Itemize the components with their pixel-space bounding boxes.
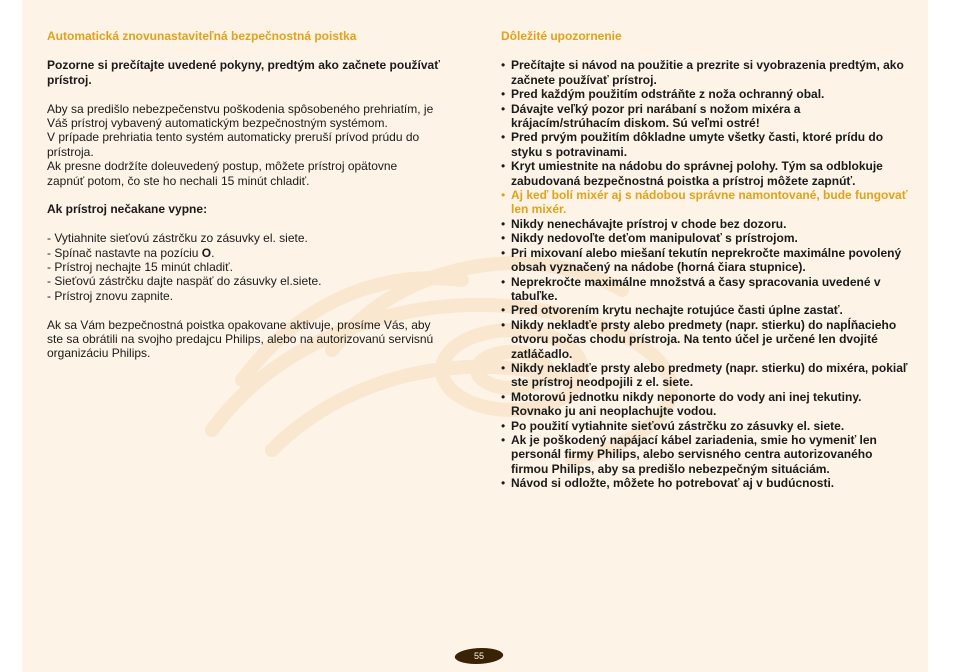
list-item: • Nikdy nedovoľte deťom manipulovať s prístrojom.	[501, 231, 913, 245]
warnings-list	[501, 58, 913, 490]
paragraph-line: prístroja.	[47, 144, 94, 159]
list-item: - Prístroj znovu zapnite.	[47, 289, 467, 303]
list-item: • Kryt umiestnite na nádobu do správnej polohy. Tým sa odblokuje zabudovaná bezpečnostná poistka a prístroj môžete zapnúť.	[501, 159, 913, 188]
paragraph-line: Aby sa predišlo nebezpečenstvu poškodenia spôsobeného prehriatím, je	[47, 101, 434, 116]
intro-paragraph: Pozorne si prečítajte uvedené pokyny, predtým ako začnete používať prístroj.	[47, 58, 440, 87]
left-column	[47, 29, 467, 361]
paragraph-line: organizáciu Philips.	[47, 346, 151, 361]
list-item: • Pri mixovaní alebo miešaní tekutín neprekročte maximálne povolený obsah vyznačený na nádobe (horná čiara stupnice).	[501, 246, 913, 275]
paragraph-line: Ak sa Vám bezpečnostná poistka opakovane aktivuje, prosíme Vás, aby	[47, 317, 431, 332]
list-item: • Nikdy nekladťe prsty alebo predmety (napr. stierku) do mixéra, pokiaľ ste prístroj neodpojili z el. siete.	[501, 361, 913, 390]
subheading-unexpected-shutdown: Ak prístroj nečakane vypne:	[47, 202, 208, 217]
paragraph-line: Ak presne dodržíte doleuvedený postup, môžete prístroj opätovne	[47, 159, 398, 174]
list-item: • Návod si odložte, môžete ho potrebovať aj v budúcnosti.	[501, 476, 913, 490]
paragraph-line: Váš prístroj vybavený automatickým bezpečnostným systémom.	[47, 116, 388, 131]
list-item: • Pred otvorením krytu nechajte rotujúce časti úplne zastať.	[501, 303, 913, 317]
document-page	[22, 0, 928, 672]
list-item: - Sieťovú zástrčku dajte naspäť do zásuvky el.siete.	[47, 274, 467, 288]
right-column	[501, 29, 913, 491]
switch-position-label: O	[201, 245, 212, 260]
list-item: - Spínač nastavte na pozíciu O.	[47, 246, 467, 260]
page-number: 55	[473, 651, 484, 661]
list-item: • Nikdy nekladťe prsty alebo predmety (napr. stierku) do napĺňacieho otvoru počas chodu prístroja. Na tento účel je určené len dvojité zatláčadlo.	[501, 318, 913, 361]
section-heading-important: Dôležité upozornenie	[501, 29, 622, 43]
paragraph-line: ste sa obrátili na svojho predajcu Philips, alebo na autorizovanú servisnú	[47, 332, 434, 347]
paragraph-line: zapnúť potom, čo ste ho nechali 15 minút chladiť.	[47, 173, 310, 188]
list-item: - Prístroj nechajte 15 minút chladiť.	[47, 260, 467, 274]
list-item: • Dávajte veľký pozor pri narábaní s nožom mixéra a krájacím/strúhacím diskom. Sú veľmi ostré!	[501, 102, 913, 131]
section-heading-safety-cutout: Automatická znovunastaviteľná bezpečnostná poistka	[47, 29, 357, 43]
list-item: • Ak je poškodený napájací kábel zariadenia, smie ho vymeniť len personál firmy Philips, alebo servisného centra autorizovaného firmou Philips, aby sa predišlo nebezpečným situáciám.	[501, 433, 913, 476]
list-item: • Pred prvým použitím dôkladne umyte všetky časti, ktoré prídu do styku s potravinami.	[501, 130, 913, 159]
shutdown-steps-list	[47, 231, 467, 303]
list-item: • Neprekročte maximálne množstvá a časy spracovania uvedené v tabuľke.	[501, 275, 913, 304]
list-item: • Nikdy nenechávajte prístroj v chode bez dozoru.	[501, 217, 913, 231]
list-item: - Vytiahnite sieťovú zástrčku zo zásuvky el. siete.	[47, 231, 467, 245]
list-item-highlighted: • Aj keď bolí mixér aj s nádobou správne namontované, bude fungovať len mixér.	[501, 188, 913, 217]
list-item: • Prečítajte si návod na použitie a prezrite si vyobrazenia predtým, ako začnete používať prístroj.	[501, 58, 913, 87]
list-item: • Pred každým použitím odstráňte z noža ochranný obal.	[501, 87, 913, 101]
paragraph-line: V prípade prehriatia tento systém automaticky preruší prívod prúdu do	[47, 130, 420, 145]
list-item: • Motorovú jednotku nikdy neponorte do vody ani inej tekutiny. Rovnako ju ani neoplachujte vodou.	[501, 390, 913, 419]
list-item: • Po použití vytiahnite sieťovú zástrčku zo zásuvky el. siete.	[501, 419, 913, 433]
